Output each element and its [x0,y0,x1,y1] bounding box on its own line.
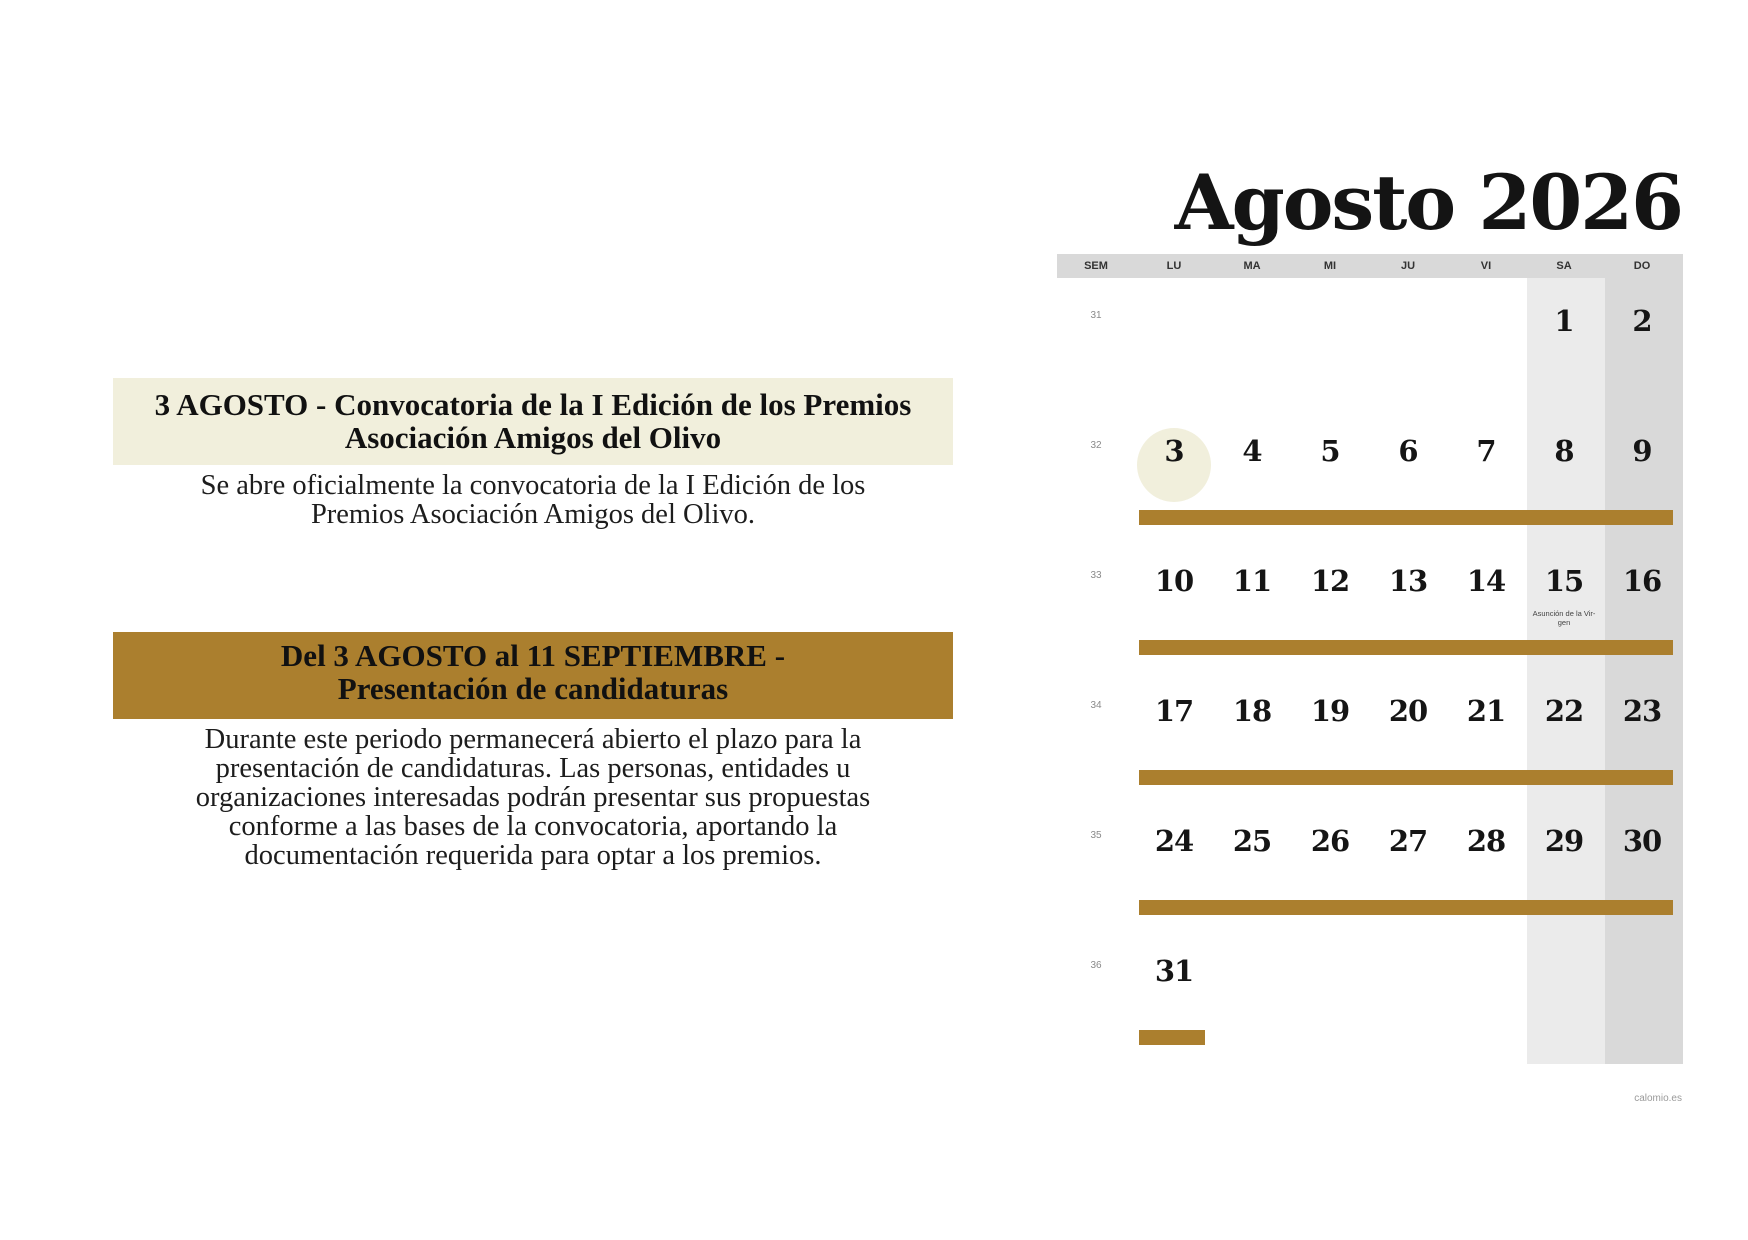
week-number: 35 [1090,830,1102,841]
month-calendar [1057,254,1683,1064]
day-22: 22 [1544,694,1584,728]
day-11: 11 [1232,564,1272,598]
weekday-header-sa: SA [1556,260,1572,272]
calendar-title: Agosto 2026 [1174,158,1682,247]
weekday-header-mi: MI [1323,260,1337,272]
day-29: 29 [1544,824,1584,858]
day-28: 28 [1466,824,1506,858]
day-19: 19 [1310,694,1350,728]
event-period-bar [1139,770,1673,785]
day-4: 4 [1242,434,1262,468]
event-description: Se abre oficialmente la convocatoria de la I Edición de los Premios Asociación Amigos del Olivo. [200,470,866,530]
day-23: 23 [1622,694,1662,728]
event-period-bar [1139,510,1673,525]
weekday-header-ju: JU [1400,260,1416,272]
event-period-bar [1139,900,1673,915]
day-15: 15 [1544,564,1584,598]
event-title: Del 3 AGOSTO al 11 SEPTIEMBRE - Presentación de candidaturas [113,632,953,719]
day-26: 26 [1310,824,1350,858]
day-7: 7 [1476,434,1496,468]
day-9: 9 [1632,434,1652,468]
week-number: 34 [1090,700,1102,711]
holiday-label: Asunción de la Vir- gen [1532,609,1596,627]
day-2: 2 [1632,304,1652,338]
day-30: 30 [1622,824,1662,858]
weekday-header [1057,254,1683,278]
event-title: 3 AGOSTO - Convocatoria de la I Edición de los Premios Asociación Amigos del Olivo [113,378,953,465]
day-12: 12 [1310,564,1350,598]
day-18: 18 [1232,694,1272,728]
weekday-header-ma: MA [1243,260,1261,272]
sunday-column [1605,254,1683,1064]
week-number: 31 [1090,310,1102,321]
day-5: 5 [1320,434,1340,468]
day-24: 24 [1154,824,1194,858]
event-panel-candidaturas [113,632,953,870]
day-17: 17 [1154,694,1194,728]
credit-text: calomio.es [1634,1093,1682,1104]
week-number: 33 [1090,570,1102,581]
week-number: 32 [1090,440,1102,451]
day-1: 1 [1554,304,1574,338]
weekday-header-lu: LU [1166,260,1182,272]
weekday-header-do: DO [1633,260,1651,272]
day-14: 14 [1466,564,1506,598]
event-period-bar [1139,1030,1205,1045]
day-31: 31 [1154,954,1194,988]
weekday-header-sem: SEM [1084,260,1108,272]
day-21: 21 [1466,694,1506,728]
day-8: 8 [1554,434,1574,468]
event-period-bar [1139,640,1673,655]
day-27: 27 [1388,824,1428,858]
saturday-column [1527,254,1605,1064]
day-20: 20 [1388,694,1428,728]
event-description: Durante este periodo permanecerá abierto el plazo para la presentación de candidaturas. Las personas, entidades u organizaciones interesadas podrán presentar sus propuestas conforme a las bases de la convocatoria, aportando la documentación requerida para optar a los premios. [195,724,871,871]
day-10: 10 [1154,564,1194,598]
day-13: 13 [1388,564,1428,598]
day-6: 6 [1398,434,1418,468]
weekday-header-vi: VI [1480,260,1492,272]
day-25: 25 [1232,824,1272,858]
day-16: 16 [1622,564,1662,598]
event-panel-convocatoria [113,378,953,529]
week-number: 36 [1090,960,1102,971]
day-3: 3 [1164,434,1184,468]
